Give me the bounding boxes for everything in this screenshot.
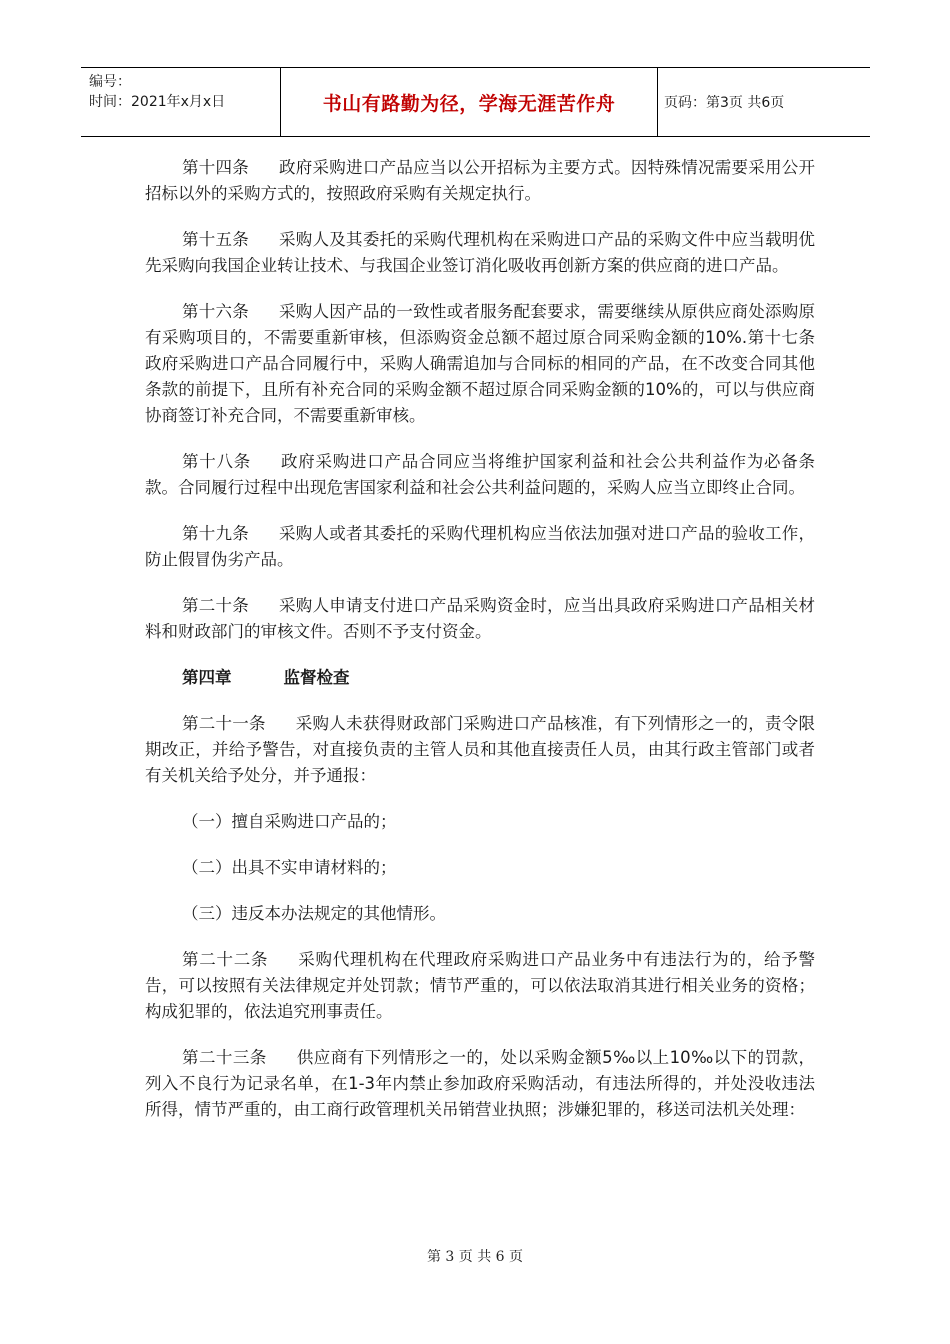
article-text: 政府采购进口产品应当以公开招标为主要方式。因特殊情况需要采用公开招标以外的采购方式的，按照政府采购有关规定执行。 [145,158,816,203]
document-time: 时间：2021年x月x日 [89,94,226,110]
list-item: （三）违反本办法规定的其他情形。 [182,904,446,923]
page-header [81,67,870,137]
article-text: 采购人未获得财政部门采购进口产品核准，有下列情形之一的，责令限期改正，并给予警告，对直接负责的主管人员和其他直接责任人员，由其行政主管部门或者有关机关给予处分，并予通报： [145,714,816,785]
document-number: 编号： [89,74,131,90]
header-page-number: 页码：第3页 共6页 [664,95,785,111]
article-number: 第二十条 [182,596,250,615]
article-number: 第十六条 [182,302,250,321]
article-19 [145,521,815,573]
article-text: 供应商有下列情形之一的，处以采购金额5‰以上10‰以下的罚款，列入不良行为记录名单，在1-3年内禁止参加政府采购活动，有违法所得的，并处没收违法所得，情节严重的，由工商行政管理机关吊销营业执照；涉嫌犯罪的，移送司法机关处理： [145,1048,815,1119]
article-text: 采购人因产品的一致性或者服务配套要求，需要继续从原供应商处添购原有采购项目的，不需要重新审核，但添购资金总额不超过原合同采购金额的10%.第十七条 政府采购进口产品合同履行中，采购人确需追加与合同标的相同的产品，在不改变合同其他条款的前提下，且所有补充合同的采购金额不超过原合同采购金额的10%的，可以与供应商协商签订补充合同，不需要重新审核。 [145,302,837,425]
chapter-title: 监督检查 [283,668,350,687]
article-text: 采购人或者其委托的采购代理机构应当依法加强对进口产品的验收工作，防止假冒伪劣产品。 [145,524,816,569]
article-22 [145,947,815,1025]
article-text: 采购人及其委托的采购代理机构在采购进口产品的采购文件中应当载明优先采购向我国企业转让技术、与我国企业签订消化吸收再创新方案的供应商的进口产品。 [145,230,816,275]
article-number: 第二十二条 [182,950,269,969]
document-body [145,155,837,1143]
article-23 [145,1045,815,1123]
article-number: 第十九条 [182,524,250,543]
article-number: 第十八条 [182,452,251,471]
article-number: 第十五条 [182,230,250,249]
list-item: （一）擅自采购进口产品的； [182,812,397,831]
article-number: 第二十三条 [182,1048,267,1067]
list-item: （二）出具不实申请材料的； [182,858,397,877]
article-text: 政府采购进口产品合同应当将维护国家利益和社会公共利益作为必备条款。合同履行过程中出现危害国家利益和社会公共利益问题的，采购人应当立即终止合同。 [145,452,815,497]
page-footer: 第 3 页 共 6 页 [426,1249,524,1265]
article-20 [145,593,815,645]
article-text: 采购人申请支付进口产品采购资金时，应当出具政府采购进口产品相关材料和财政部门的审核文件。否则不予支付资金。 [145,596,816,641]
article-18 [145,449,815,501]
article-text: 采购代理机构在代理政府采购进口产品业务中有违法行为的，给予警告，可以按照有关法律规定并处罚款；情节严重的，可以依法取消其进行相关业务的资格；构成犯罪的，依法追究刑事责任。 [145,950,815,1021]
article-14 [145,155,815,207]
chapter-heading [145,665,815,691]
header-meta [81,68,281,136]
article-16-17 [145,299,837,429]
article-number: 第二十一条 [182,714,266,733]
article-21 [145,711,815,789]
article-15 [145,227,815,279]
chapter-number: 第四章 [182,668,232,687]
header-motto: 书山有路勤为径，学海无涯苦作舟 [281,68,658,136]
article-number: 第十四条 [182,158,250,177]
